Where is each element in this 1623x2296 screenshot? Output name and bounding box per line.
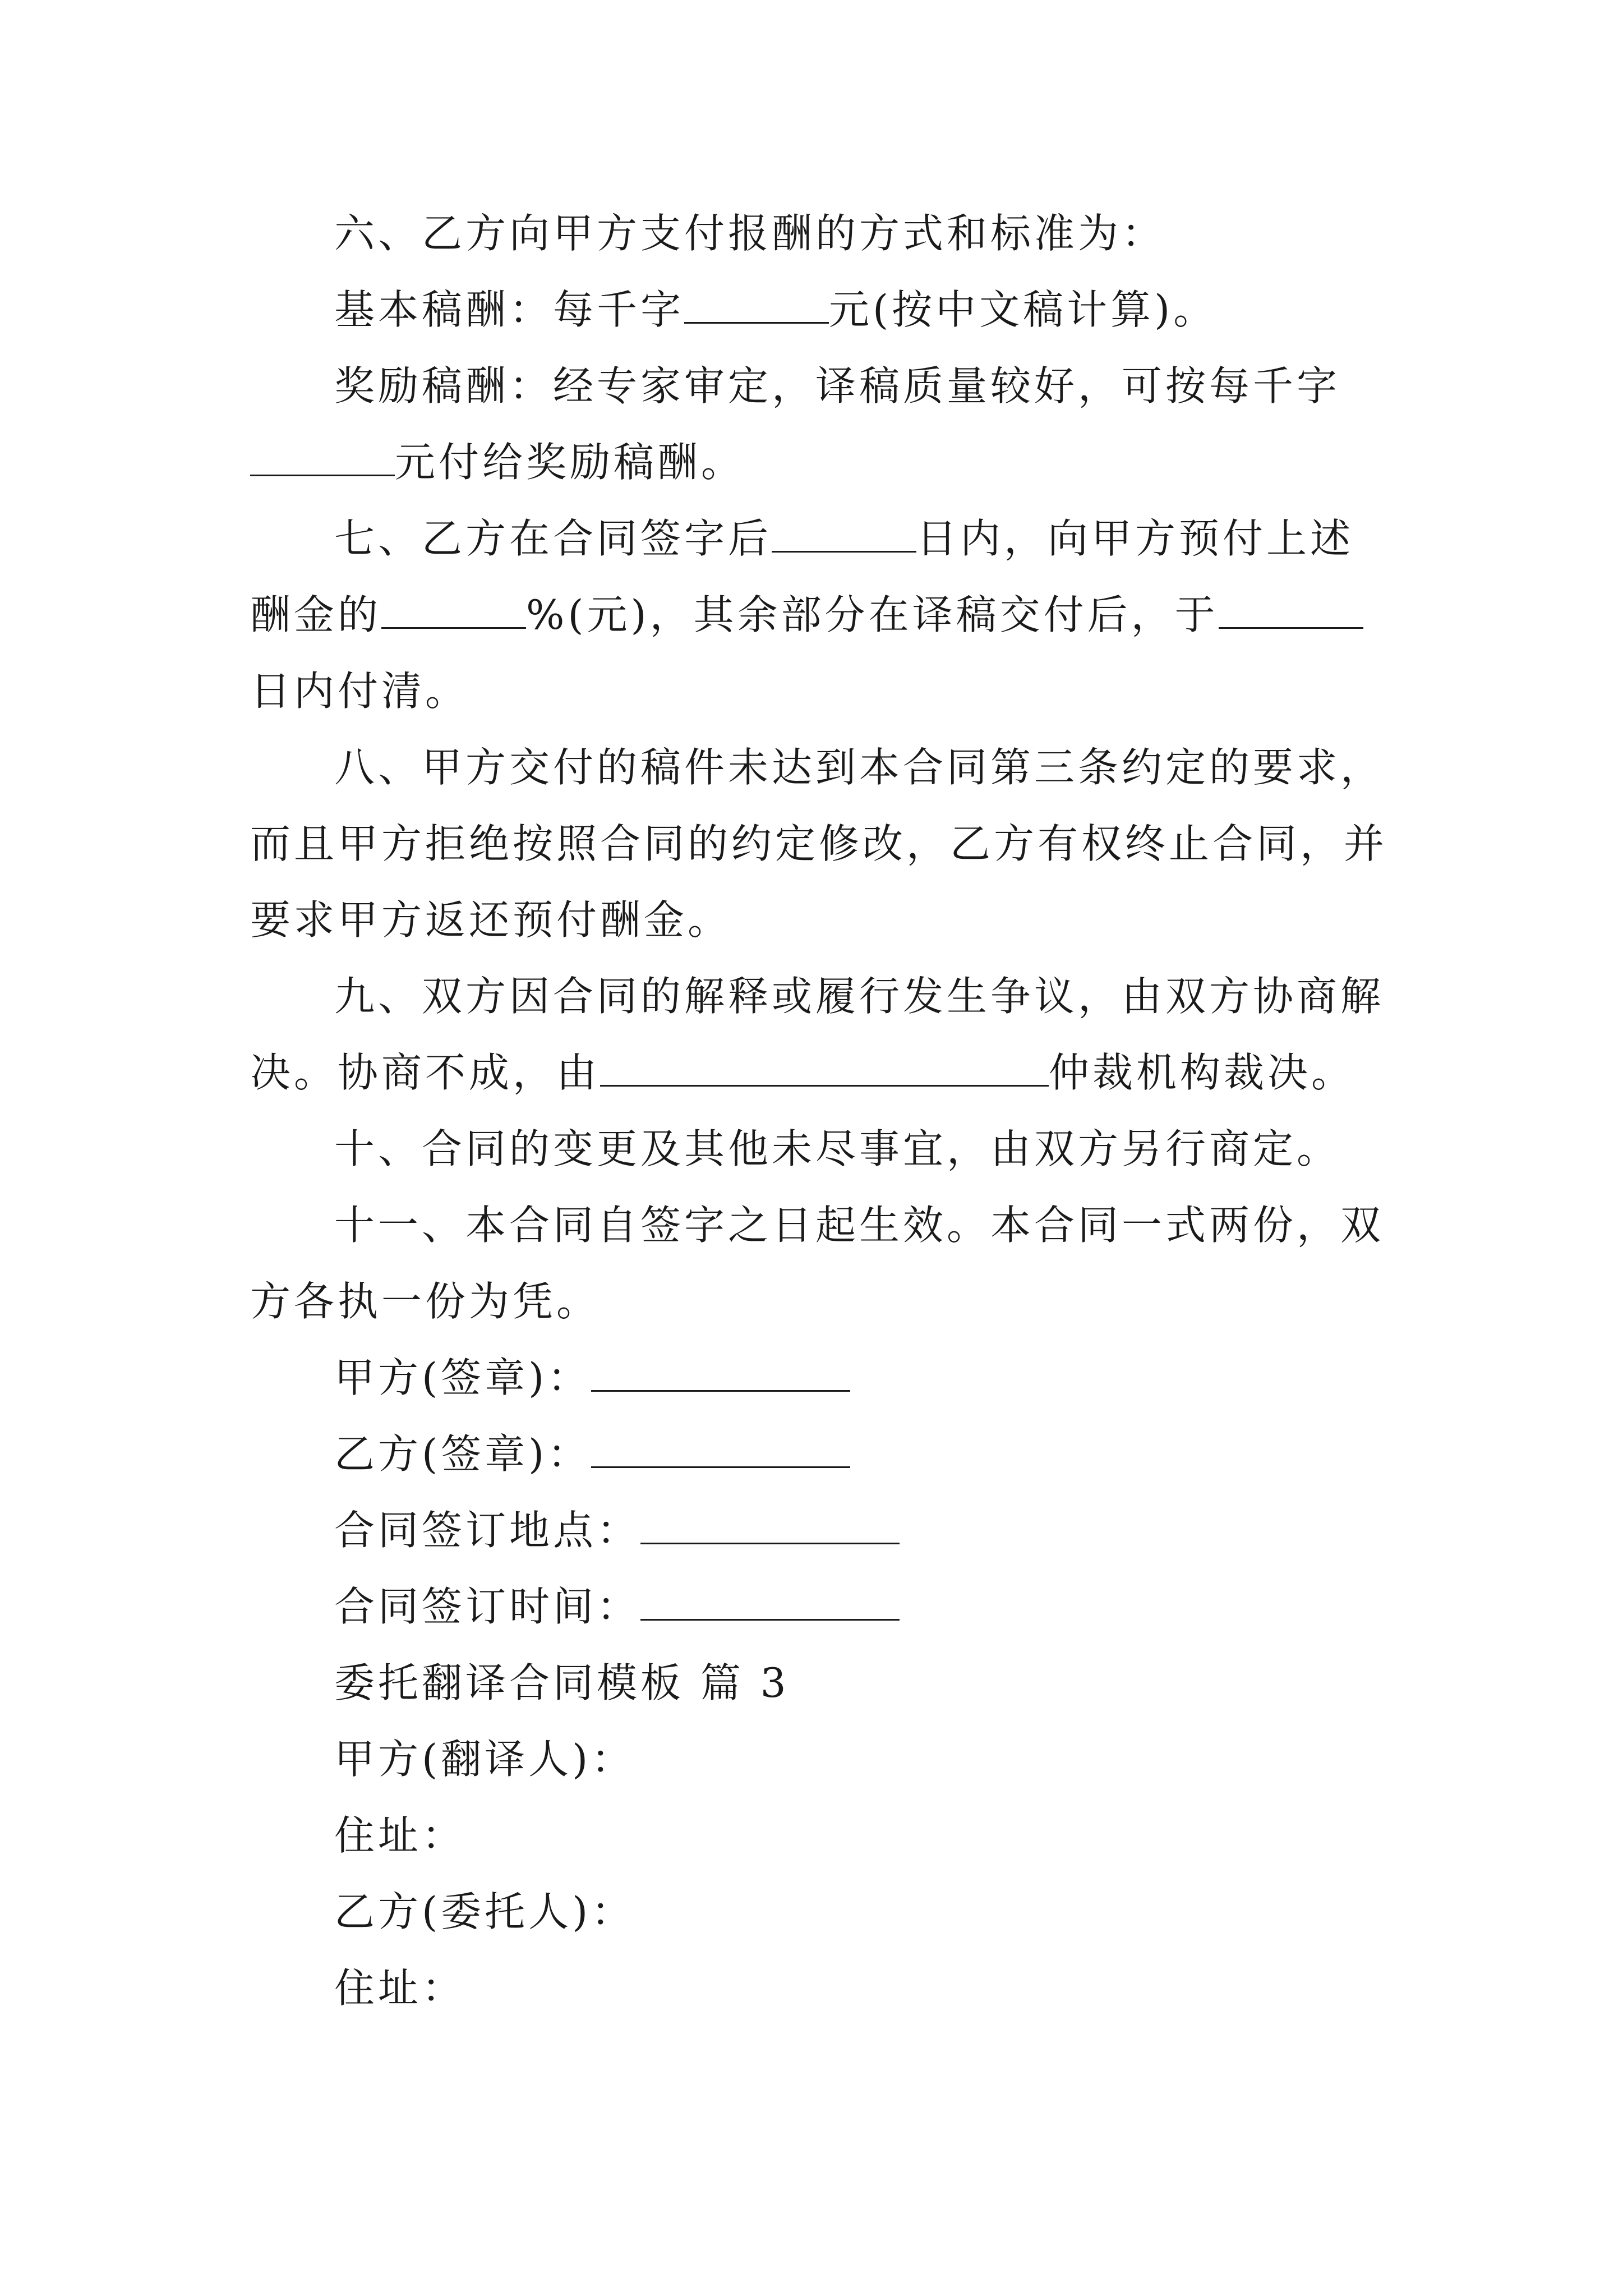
party-b-client xyxy=(250,1874,1377,1950)
text-segment: 八、甲方交付的稿件未达到本合同第三条约定的要求， xyxy=(334,744,1385,791)
clause-11-line-2 xyxy=(250,1263,1377,1340)
text-segment: 奖励稿酬：经专家审定，译稿质量较好，可按每千字 xyxy=(334,362,1341,409)
party-a-signature xyxy=(250,1340,1377,1416)
clause-7-line-3 xyxy=(250,653,1377,729)
text-segment: 合同签订地点： xyxy=(334,1507,641,1554)
text-segment: 元付给奖励稿酬。 xyxy=(395,439,745,486)
text-segment: 酬金的 xyxy=(250,591,382,638)
text-segment: 日内付清。 xyxy=(250,668,469,715)
text-segment: 九、双方因合同的解释或履行发生争议，由双方协商解 xyxy=(334,973,1385,1020)
clause-8-line-3 xyxy=(250,882,1377,958)
blank-field xyxy=(1219,593,1363,629)
clause-9-line-1 xyxy=(250,958,1385,1034)
blank-field xyxy=(250,441,395,476)
text-segment: 住址： xyxy=(334,1964,466,2012)
text-segment: 十一、本合同自签字之日起生效。本合同一式两份，双 xyxy=(334,1202,1385,1249)
blank-field xyxy=(381,593,526,629)
text-segment: 乙方(签章)： xyxy=(334,1430,592,1478)
clause-7-line-1 xyxy=(250,500,1377,577)
party-a-translator xyxy=(250,1721,1377,1797)
text-segment: 方各执一份为凭。 xyxy=(250,1278,601,1325)
clause-9-line-2 xyxy=(250,1034,1377,1111)
clause-10 xyxy=(250,1111,1377,1187)
document-body xyxy=(250,195,1388,2026)
template-section-title xyxy=(250,1645,1377,1721)
text-segment: 合同签订时间： xyxy=(334,1583,641,1630)
blank-field xyxy=(591,1433,850,1468)
text-segment: 基本稿酬：每千字 xyxy=(334,286,685,333)
blank-field xyxy=(640,1509,900,1544)
text-segment: 七、乙方在合同签字后 xyxy=(334,515,772,562)
bonus-fee-line-cont xyxy=(250,424,1377,500)
text-segment: 要求甲方返还预付酬金。 xyxy=(250,896,732,944)
basic-fee-line xyxy=(250,272,1377,348)
blank-field xyxy=(640,1585,900,1621)
text-segment: 六、乙方向甲方支付报酬的方式和标准为： xyxy=(334,210,1166,257)
clause-7-line-2 xyxy=(250,577,1377,653)
party-b-address xyxy=(250,1950,1377,2026)
text-segment: 仲裁机构裁决。 xyxy=(1049,1049,1355,1096)
text-segment: 乙方(委托人)： xyxy=(334,1888,635,1935)
bonus-fee-line xyxy=(250,348,1377,424)
text-segment: 而且甲方拒绝按照合同的约定修改，乙方有权终止合同，并 xyxy=(250,820,1388,867)
blank-field xyxy=(772,517,916,553)
party-b-signature xyxy=(250,1416,1377,1492)
text-segment: 日内，向甲方预付上述 xyxy=(916,515,1354,562)
clause-8-line-1 xyxy=(250,729,1385,806)
text-segment: 住址： xyxy=(334,1812,466,1859)
text-segment: 十、合同的变更及其他未尽事宜，由双方另行商定。 xyxy=(334,1125,1341,1172)
text-segment: 甲方(签章)： xyxy=(334,1354,592,1401)
text-segment: 委托翻译合同模板 篇 3 xyxy=(334,1659,790,1706)
text-segment: %(元)，其余部分在译稿交付后，于 xyxy=(526,591,1219,638)
clause-11-line-1 xyxy=(250,1187,1385,1263)
text-segment: 决。协商不成，由 xyxy=(250,1049,601,1096)
text-segment: 甲方(翻译人)： xyxy=(334,1736,635,1783)
blank-field xyxy=(684,288,829,324)
signing-place xyxy=(250,1492,1377,1568)
text-segment: 元(按中文稿计算)。 xyxy=(829,286,1218,333)
blank-field xyxy=(591,1356,850,1392)
clause-8-line-2 xyxy=(250,806,1388,882)
signing-time xyxy=(250,1568,1377,1645)
blank-field xyxy=(600,1051,1049,1087)
party-a-address xyxy=(250,1797,1377,1874)
clause-6-heading xyxy=(250,195,1377,272)
